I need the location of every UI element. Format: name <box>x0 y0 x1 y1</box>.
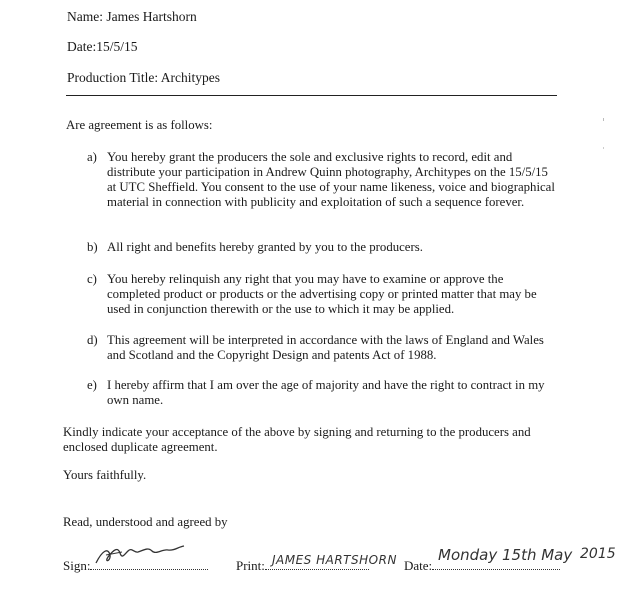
clause-text: You hereby grant the producers the sole and exclusive rights to record, edit and distribute your participation in Andrew Quinn photography, Architypes on the 15/5/15 at UTC Sheffield. You consent to the use of your name likeness, voice and biographical material in connection with publicity and exploitation of such a sequence forever. <box>107 150 555 209</box>
clause-marker: c) <box>87 272 97 286</box>
scan-speck <box>603 118 604 121</box>
date-field: Date:15/5/15 <box>67 39 138 54</box>
production-title: Production Title: Architypes <box>67 70 221 85</box>
print-label: Print: <box>236 558 265 573</box>
closing-text: Kindly indicate your acceptance of the above by signing and returning to the producers and enclosed duplicate agreement. <box>63 425 531 454</box>
clause-text: All right and benefits hereby granted by you to the producers. <box>107 240 423 254</box>
sign-label: Sign: <box>63 558 91 573</box>
year-handwritten: 2015 <box>580 546 616 562</box>
date-handwritten: Monday 15th May <box>438 546 573 564</box>
scan-speck <box>603 147 604 149</box>
date-label: Date: <box>404 558 433 573</box>
read-agreed-text: Read, understood and agreed by <box>63 515 228 529</box>
clause-marker: e) <box>87 378 97 392</box>
handwritten-signature <box>92 541 187 569</box>
clause-text: I hereby affirm that I am over the age of majority and have the right to contract in my own name. <box>107 378 545 407</box>
signoff-text: Yours faithfully. <box>63 468 147 482</box>
clause-marker: a) <box>87 150 97 164</box>
intro-text: Are agreement is as follows: <box>66 118 213 132</box>
clause-e <box>87 378 557 408</box>
clause-b <box>87 240 557 255</box>
print-name-handwritten: JAMES HARTSHORN <box>272 553 397 567</box>
clause-text: You hereby relinquish any right that you may have to examine or approve the completed product or products or the advertising copy or printed matter that may be used in conjunction therewith or the use to which it may be applied. <box>107 272 537 316</box>
clause-c <box>87 272 557 317</box>
header-divider <box>66 95 557 96</box>
clause-d <box>87 333 557 363</box>
clause-marker: d) <box>87 333 98 347</box>
clause-marker: b) <box>87 240 98 254</box>
clause-a <box>87 150 557 210</box>
name-field: Name: James Hartshorn <box>67 9 197 24</box>
clause-text: This agreement will be interpreted in accordance with the laws of England and Wales and Scotland and the Copyright Design and patents Act of 1988. <box>107 333 544 362</box>
